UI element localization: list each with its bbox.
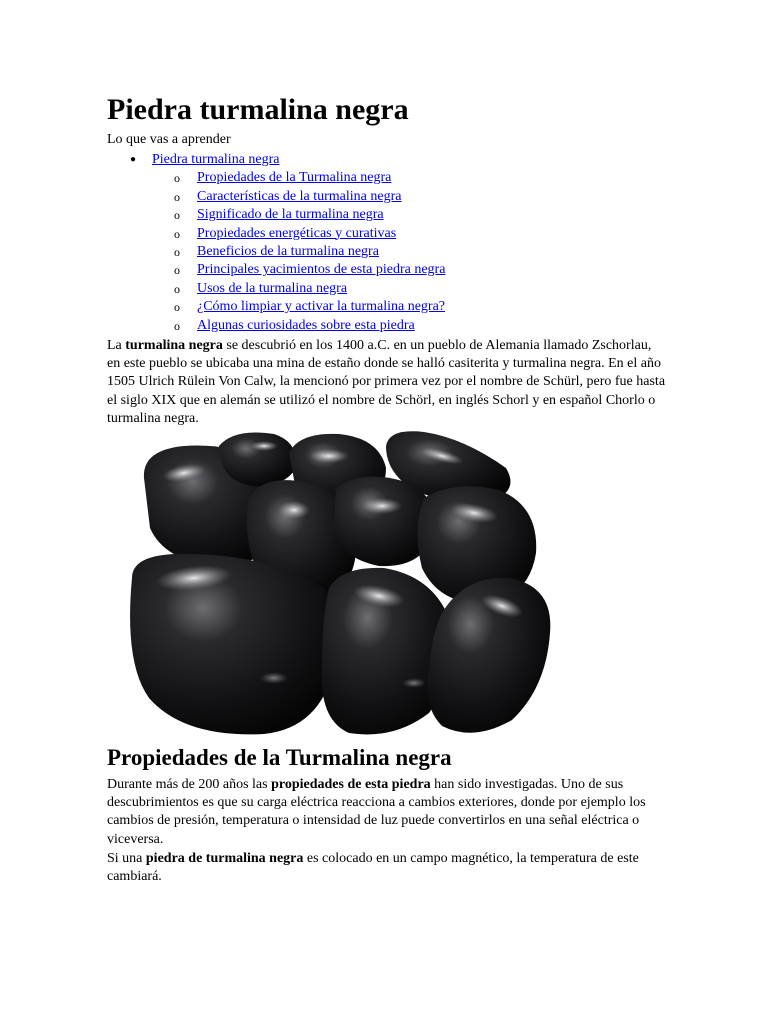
paragraph-text: La	[107, 338, 126, 353]
bold-term: turmalina negra	[125, 338, 223, 353]
toc-intro: Lo que vas a aprender	[107, 132, 231, 147]
toc-link-caracteristicas[interactable]: Características de la turmalina negra	[197, 188, 402, 204]
bullet-circle-icon: o	[174, 208, 180, 223]
toc-link-energeticas[interactable]: Propiedades energéticas y curativas	[197, 225, 397, 241]
paragraph-text: Si una	[107, 851, 146, 866]
toc-link-yacimientos[interactable]: Principales yacimientos de esta piedra negra	[197, 262, 446, 278]
bullet-disc-icon: ●	[130, 154, 137, 165]
toc-link-beneficios[interactable]: Beneficios de la turmalina negra	[197, 244, 379, 259]
magnetic-paragraph	[107, 850, 667, 886]
bullet-circle-icon: o	[174, 171, 180, 186]
toc-link-limpiar[interactable]: ¿Cómo limpiar y activar la turmalina negra?	[197, 299, 446, 315]
toc-link-significado[interactable]: Significado de la turmalina negra	[197, 207, 384, 223]
properties-paragraph	[107, 776, 667, 849]
bold-term: piedra de turmalina negra	[145, 851, 304, 866]
toc-link-propiedades[interactable]: Propiedades de la Turmalina negra	[197, 170, 392, 186]
page-title: Piedra turmalina negra	[107, 93, 409, 126]
bullet-circle-icon: o	[174, 318, 180, 333]
toc-link-main[interactable]: Piedra turmalina negra	[152, 152, 280, 167]
paragraph-text: es colocado en un campo magnético, la temperatura de este cambiará.	[107, 851, 639, 885]
black-tourmaline-stones-image	[124, 428, 564, 740]
section-heading-propiedades: Propiedades de la Turmalina negra	[107, 745, 452, 770]
bold-term: propiedades de esta piedra	[271, 777, 431, 792]
bullet-circle-icon: o	[174, 189, 180, 204]
bullet-circle-icon: o	[174, 226, 180, 241]
history-paragraph	[107, 337, 667, 428]
bullet-circle-icon: o	[174, 245, 180, 259]
paragraph-text: han sido investigadas. Uno de sus descubrimientos es que su carga eléctrica reacciona a cambios exteriores, donde por ejemplo los cambios de presión, temperatura o intensidad de luz puede convertirlos en una señal eléctrica o viceversa.	[107, 777, 646, 847]
toc-link-curiosidades[interactable]: Algunas curiosidades sobre esta piedra	[197, 317, 415, 333]
bullet-circle-icon: o	[174, 300, 180, 315]
paragraph-text: Durante más de 200 años las	[107, 777, 272, 792]
toc-link-usos[interactable]: Usos de la turmalina negra	[197, 280, 348, 296]
bullet-circle-icon: o	[174, 281, 180, 296]
bullet-circle-icon: o	[174, 263, 180, 278]
paragraph-text: se descubrió en los 1400 a.C. en un pueblo de Alemania llamado Zschorlau, en este pueblo se ubicaba una mina de estaño donde se halló casiterita y turmalina negra. En el año 1505 Ulrich Rülein Von Calw, la mencionó por primera vez por el nombre de Schürl, pero fue hasta el siglo XIX que en alemán se utilizó el nombre de Schörl, en inglés Schorl y en español Chorlo o turmalina negra.	[107, 338, 666, 426]
